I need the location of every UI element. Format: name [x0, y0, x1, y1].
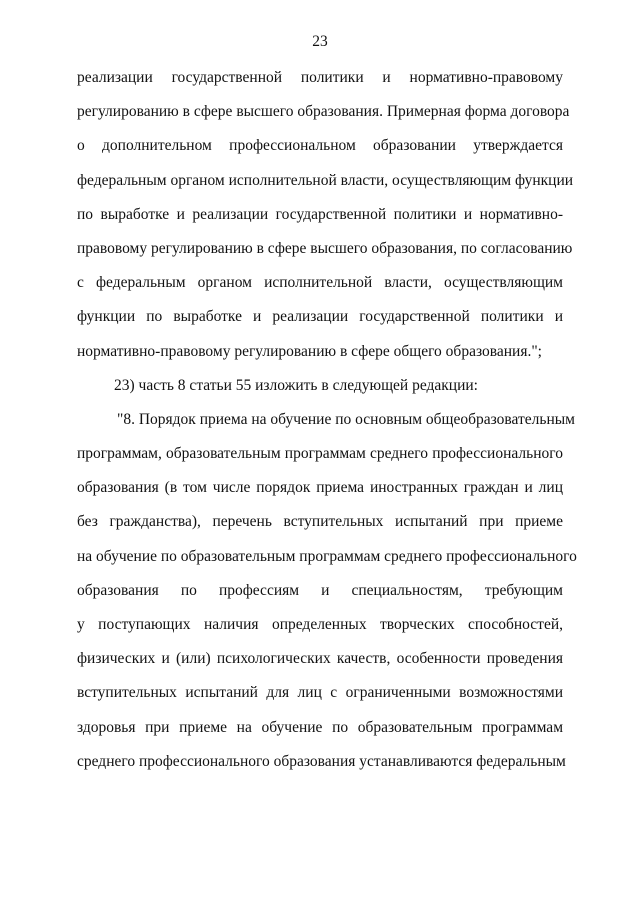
text-line: на обучение по образовательным программам среднего профессионального: [77, 547, 577, 565]
text-line: без гражданства), перечень вступительных испытаний при приеме: [77, 513, 563, 531]
text-line: функции по выработке и реализации государственной политики и: [77, 308, 563, 326]
text-line: регулированию в сфере высшего образования. Примерная форма договора: [77, 103, 570, 121]
amendment-item-heading: 23) часть 8 статьи 55 изложить в следующей редакции:: [114, 376, 478, 394]
text-line: программам, образовательным программам среднего профессионального: [77, 445, 563, 463]
text-line: образования по профессиям и специальностям, требующим: [77, 581, 563, 599]
text-line: здоровья при приеме на обучение по образовательным программам: [77, 718, 563, 736]
text-line: по выработке и реализации государственной политики и нормативно-: [77, 205, 563, 223]
text-line: федеральным органом исполнительной власти, осуществляющим функции: [77, 171, 574, 189]
text-line: вступительных испытаний для лиц с ограниченными возможностями: [77, 684, 563, 702]
text-line: у поступающих наличия определенных творческих способностей,: [77, 616, 563, 633]
text-line: реализации государственной политики и нормативно-правовому: [77, 69, 563, 86]
page-number: 23: [312, 33, 328, 50]
document-body: [77, 68, 577, 786]
text-line: физических и (или) психологических качеств, особенности проведения: [77, 650, 563, 668]
text-line: образования (в том числе порядок приема иностранных граждан и лиц: [77, 479, 563, 497]
text-line: с федеральным органом исполнительной власти, осуществляющим: [77, 274, 563, 292]
text-line: среднего профессионального образования устанавливаются федеральным: [77, 752, 566, 770]
text-line: нормативно-правовому регулированию в сфере общего образования.";: [77, 342, 542, 360]
text-line: правовому регулированию в сфере высшего образования, по согласованию: [77, 239, 573, 257]
text-line: "8. Порядок приема на обучение по основным общеобразовательным: [117, 410, 575, 428]
text-line: о дополнительном профессиональном образовании утверждается: [77, 137, 563, 155]
